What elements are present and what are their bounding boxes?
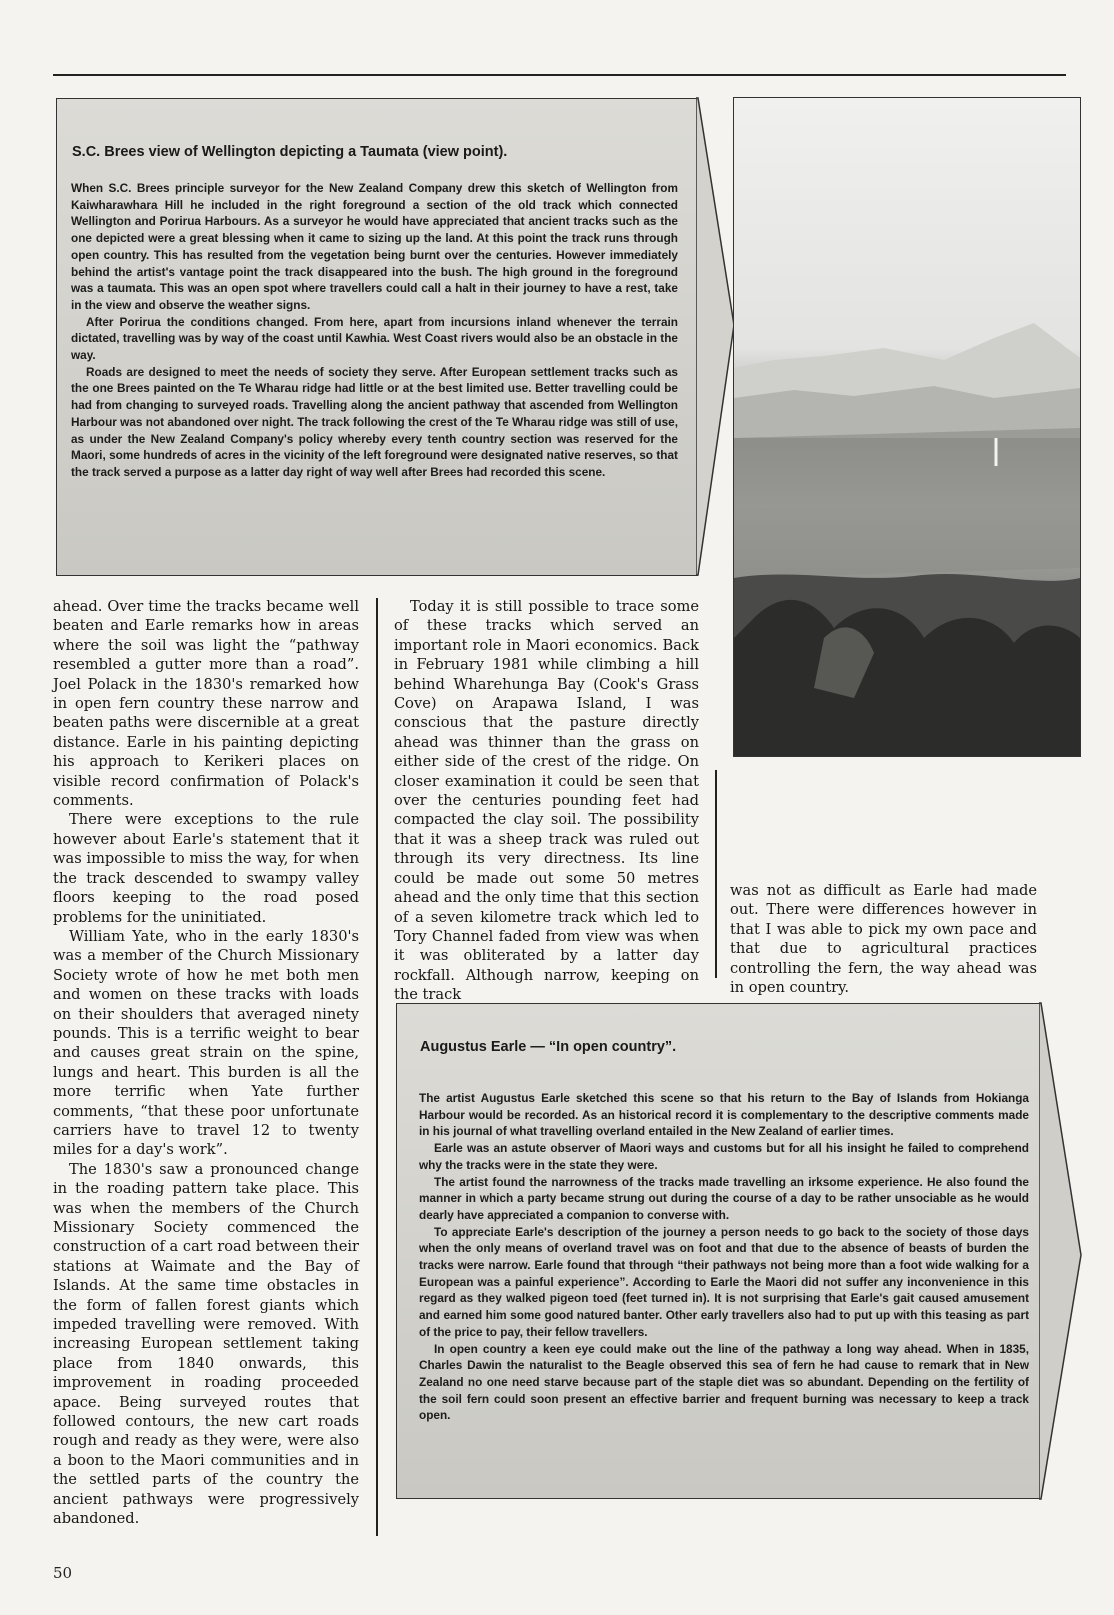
article-column-1 [53, 597, 359, 1529]
column-divider-1 [376, 598, 378, 1536]
caption-title-brees: S.C. Brees view of Wellington depicting a Taumata (view point). [72, 144, 508, 160]
caption-paragraph: Earle was an astute observer of Maori ways and customs but for all his insight he failed to comprehend why the tracks were in the state they were. [419, 1141, 1029, 1172]
caption-paragraph: The artist Augustus Earle sketched this scene so that his return to the Bay of Islands from Hokianga Harbour would be recorded. As an historical record it is complementary to the descriptive comments made in his journal of what travelling overland entailed in the New Zealand of earlier times. [419, 1091, 1029, 1139]
caption-title-earle: Augustus Earle — “In open country”. [420, 1039, 677, 1055]
caption-paragraph: When S.C. Brees principle surveyor for the New Zealand Company drew this sketch of Wellington from Kaiwharawhara Hill he included in the right foreground a section of the old track which connected Wellington and Porirua Harbours. As a surveyor he would have appreciated that ancient tracks such as the one depicted were a great blessing when it came to sizing up the land. At this point the track runs through open country. This has resulted from the vegetation being burnt over the centuries. However immediately behind the artist's vantage point the track disappeared into the bush. The high ground in the foreground was a taumata. This was an open spot where travellers could call a halt in their journey to have a rest, take in the view and observe the weather signs. [71, 181, 678, 312]
caption-body-earle [419, 1090, 1029, 1424]
article-paragraph: William Yate, who in the early 1830's was a member of the Church Missionary Society wrote of how he met both men and women on these tracks with loads on their shoulders that averaged ninety pounds. This is a terrific weight to bear and causes great strain on the spine, lungs and heart. This burden is all the more terrific when Yate further comments, “that these poor unfortunate carriers have to travel 12 to twenty miles for a day's work”. [53, 927, 359, 1159]
article-column-2 [394, 597, 699, 1005]
caption-paragraph: In open country a keen eye could make out the line of the pathway a long way ahead. When in 1835, Charles Dawin the naturalist to the Beagle observed this sea of fern he had cause to remark that in New Zealand no one need starve because part of the staple diet was so abundant. Depending on the fertility of the soil fern could soon present an effective barrier and frequent burning was necessary to keep a track open. [419, 1341, 1029, 1423]
caption-paragraph: After Porirua the conditions changed. From here, apart from incursions inland whenever the terrain dictated, travelling was by way of the coast until Kawhia. West Coast rivers would also be an obstacle in the way. [71, 314, 678, 363]
caption-box-earle-pointer [1039, 1002, 1084, 1500]
caption-box-brees-pointer [696, 97, 736, 577]
page-number: 50 [53, 1564, 73, 1582]
article-paragraph: The 1830's saw a pronounced change in the roading pattern take place. This was when the members of the Church Missionary Society commenced the construction of a cart road between their stations at Waimate and the Bay of Islands. At the same time obstacles in the form of fallen forest giants which impeded travelling were removed. With increasing European settlement taking place from 1840 onwards, this improvement in roading proceeded apace. Being surveyed routes that followed contours, the new cart roads rough and ready as they were, were also a boon to the Maori communities and in the settled parts of the country the ancient pathways were progressively abandoned. [53, 1160, 359, 1528]
article-paragraph: There were exceptions to the rule however about Earle's statement that it was impossible to miss the way, for when the track descended to swampy valley floors keeping to the road posed problems for the uninitiated. [53, 811, 359, 926]
caption-paragraph: Roads are designed to meet the needs of society they serve. After European settlement tracks such as the one Brees painted on the Te Wharau ridge had little or at the best limited use. Better travelling could be had from changing to surveyed roads. Travelling along the ancient pathway that ascended from Wellington Harbour was not abandoned over night. The track following the crest of the Te Wharau ridge was still of use, as under the New Zealand Company's policy whereby every tenth country section was reserved for the Maori, some hundreds of acres in the vicinity of the left foreground were designated native reserves, so that the track served a purpose as a latter day right of way well after Brees had recorded this scene. [71, 364, 678, 479]
article-paragraph: ahead. Over time the tracks became well beaten and Earle remarks how in areas where the soil was light the “pathway resembled a gutter more than a road”. Joel Polack in the 1830's remarked how in open fern country these narrow and beaten paths were discernible at a great distance. Earle in his painting depicting his approach to Kerikeri places on visible record confirmation of Polack's comments. [53, 598, 359, 810]
article-column-3 [730, 881, 1037, 997]
article-paragraph: Today it is still possible to trace some of these tracks which served an important role in Maori economics. Back in February 1981 while climbing a hill behind Wharehunga Bay (Cook's Grass Cove) on Arapawa Island, I was conscious that the pasture directly ahead was thinner than the grass on either side of the crest of the ridge. On closer examination it could be seen that over the centuries pounding feet had compacted the clay soil. The possibility that it was a sheep track was ruled out through its very directness. Its line could be made out some 50 metres ahead and the only time that this section of a seven kilometre track which led to Tory Channel faded from view was when it was obliterated by a latter day rockfall. Although narrow, keeping on the track [394, 598, 699, 1004]
header-rule [53, 74, 1066, 76]
caption-paragraph: The artist found the narrowness of the tracks made travelling an irksome experience. He also found the manner in which a party became strung out during the course of a day to be rather unsociable as he would dearly have appreciated a companion to converse with. [419, 1174, 1029, 1222]
column-divider-2 [715, 770, 717, 978]
caption-body-brees [71, 180, 678, 481]
brees-wellington-sketch-image [733, 97, 1081, 757]
caption-paragraph: To appreciate Earle's description of the journey a person needs to go back to the society of those days when the only means of overland travel was on foot and that due to the absence of beasts of burden the tracks were narrow. Earle found that through “their pathways not being more than a foot wide walking for a European was a painful experience”. According to Earle the Maori did not suffer any inconvenience in this regard as they walked pigeon toed (feet turned in). It is not surprising that Earle's gait caused amusement and earned him some good natured banter. Other early travellers also had to put up with this teasing as part of the price to pay, their fellow travellers. [419, 1224, 1029, 1339]
article-paragraph: was not as difficult as Earle had made out. There were differences however in that I was able to pick my own pace and that due to agricultural practices controlling the fern, the way ahead was in open country. [730, 882, 1037, 997]
